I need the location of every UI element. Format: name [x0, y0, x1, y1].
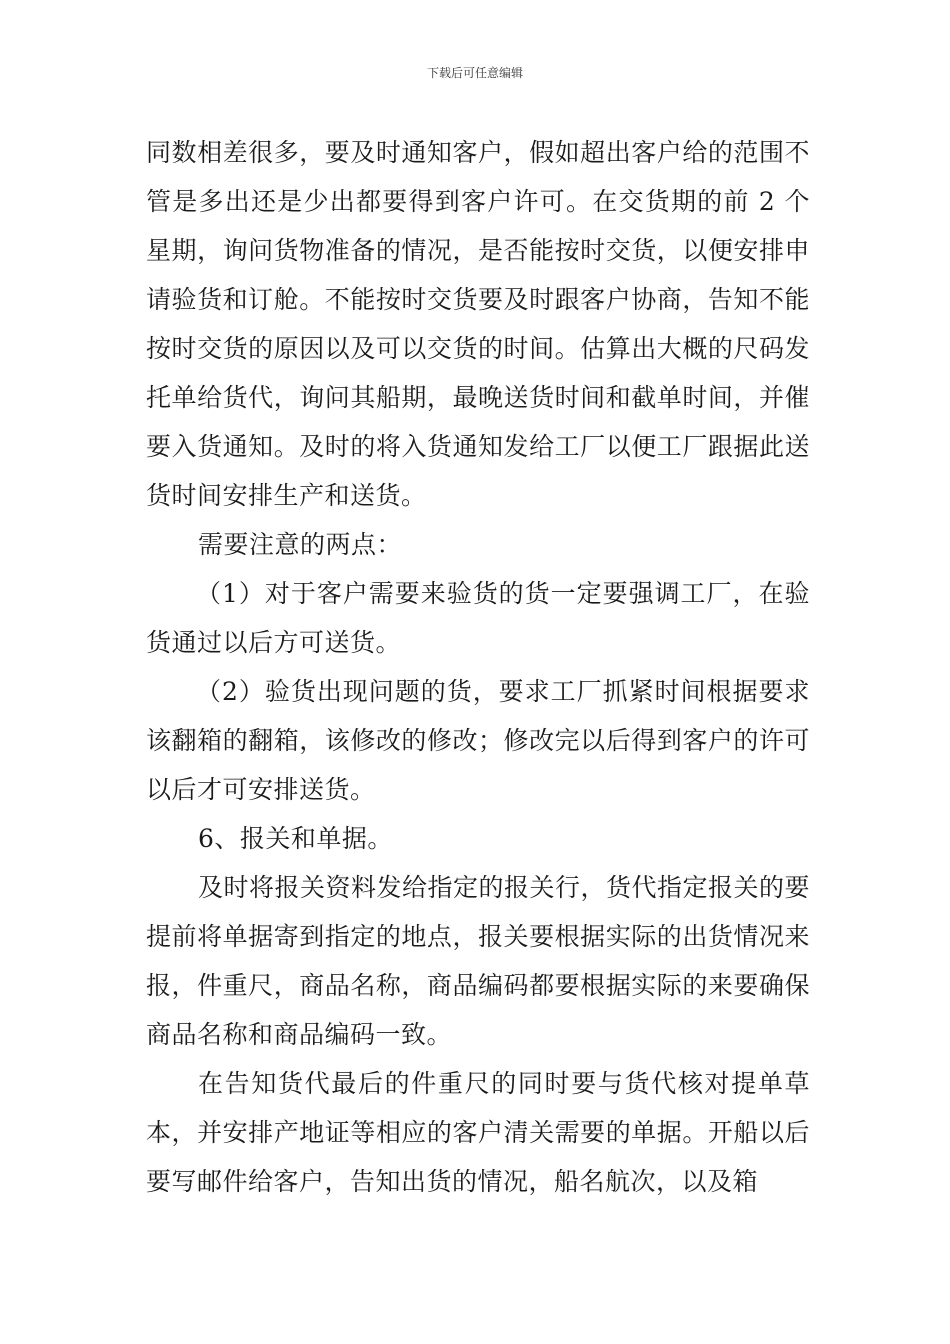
- page-header-note: 下载后可任意编辑: [426, 66, 523, 80]
- paragraph-shipping-notice: 同数相差很多，要及时通知客户，假如超出客户给的范围不管是多出还是少出都要得到客户许可。在交货期的前 2 个星期，询问货物准备的情况，是否能按时交货，以便安排申请验货和订舱。不能按时交货要及时跟客户协商，告知不能按时交货的原因以及可以交货的时间。估算出大概的尺码发托单给货代，询问其船期，最晚送货时间和截单时间，并催要入货通知。及时的将入货通知发给工厂以便工厂跟据此送货时间安排生产和送货。: [146, 138, 810, 510]
- paragraph-point-1: （1）对于客户需要来验货的货一定要强调工厂，在验货通过以后方可送货。: [146, 579, 810, 657]
- paragraph-point-2: （2）验货出现问题的货，要求工厂抓紧时间根据要求该翻箱的翻箱，该修改的修改；修改完以后得到客户的许可以后才可安排送货。: [146, 677, 810, 804]
- paragraph-two-points-heading: 需要注意的两点：: [198, 530, 403, 559]
- paragraph-bill-of-lading: 在告知货代最后的件重尺的同时要与货代核对提单草本，并安排产地证等相应的客户清关需要的单据。开船以后要写邮件给客户，告知出货的情况，船名航次，以及箱: [146, 1069, 810, 1196]
- paragraph-customs-declaration: 及时将报关资料发给指定的报关行，货代指定报关的要提前将单据寄到指定的地点，报关要根据实际的出货情况来报，件重尺，商品名称，商品编码都要根据实际的来要确保商品名称和商品编码一致。: [146, 873, 811, 1049]
- document-body: [146, 128, 810, 1206]
- section-heading-customs: 6、报关和单据。: [198, 824, 393, 853]
